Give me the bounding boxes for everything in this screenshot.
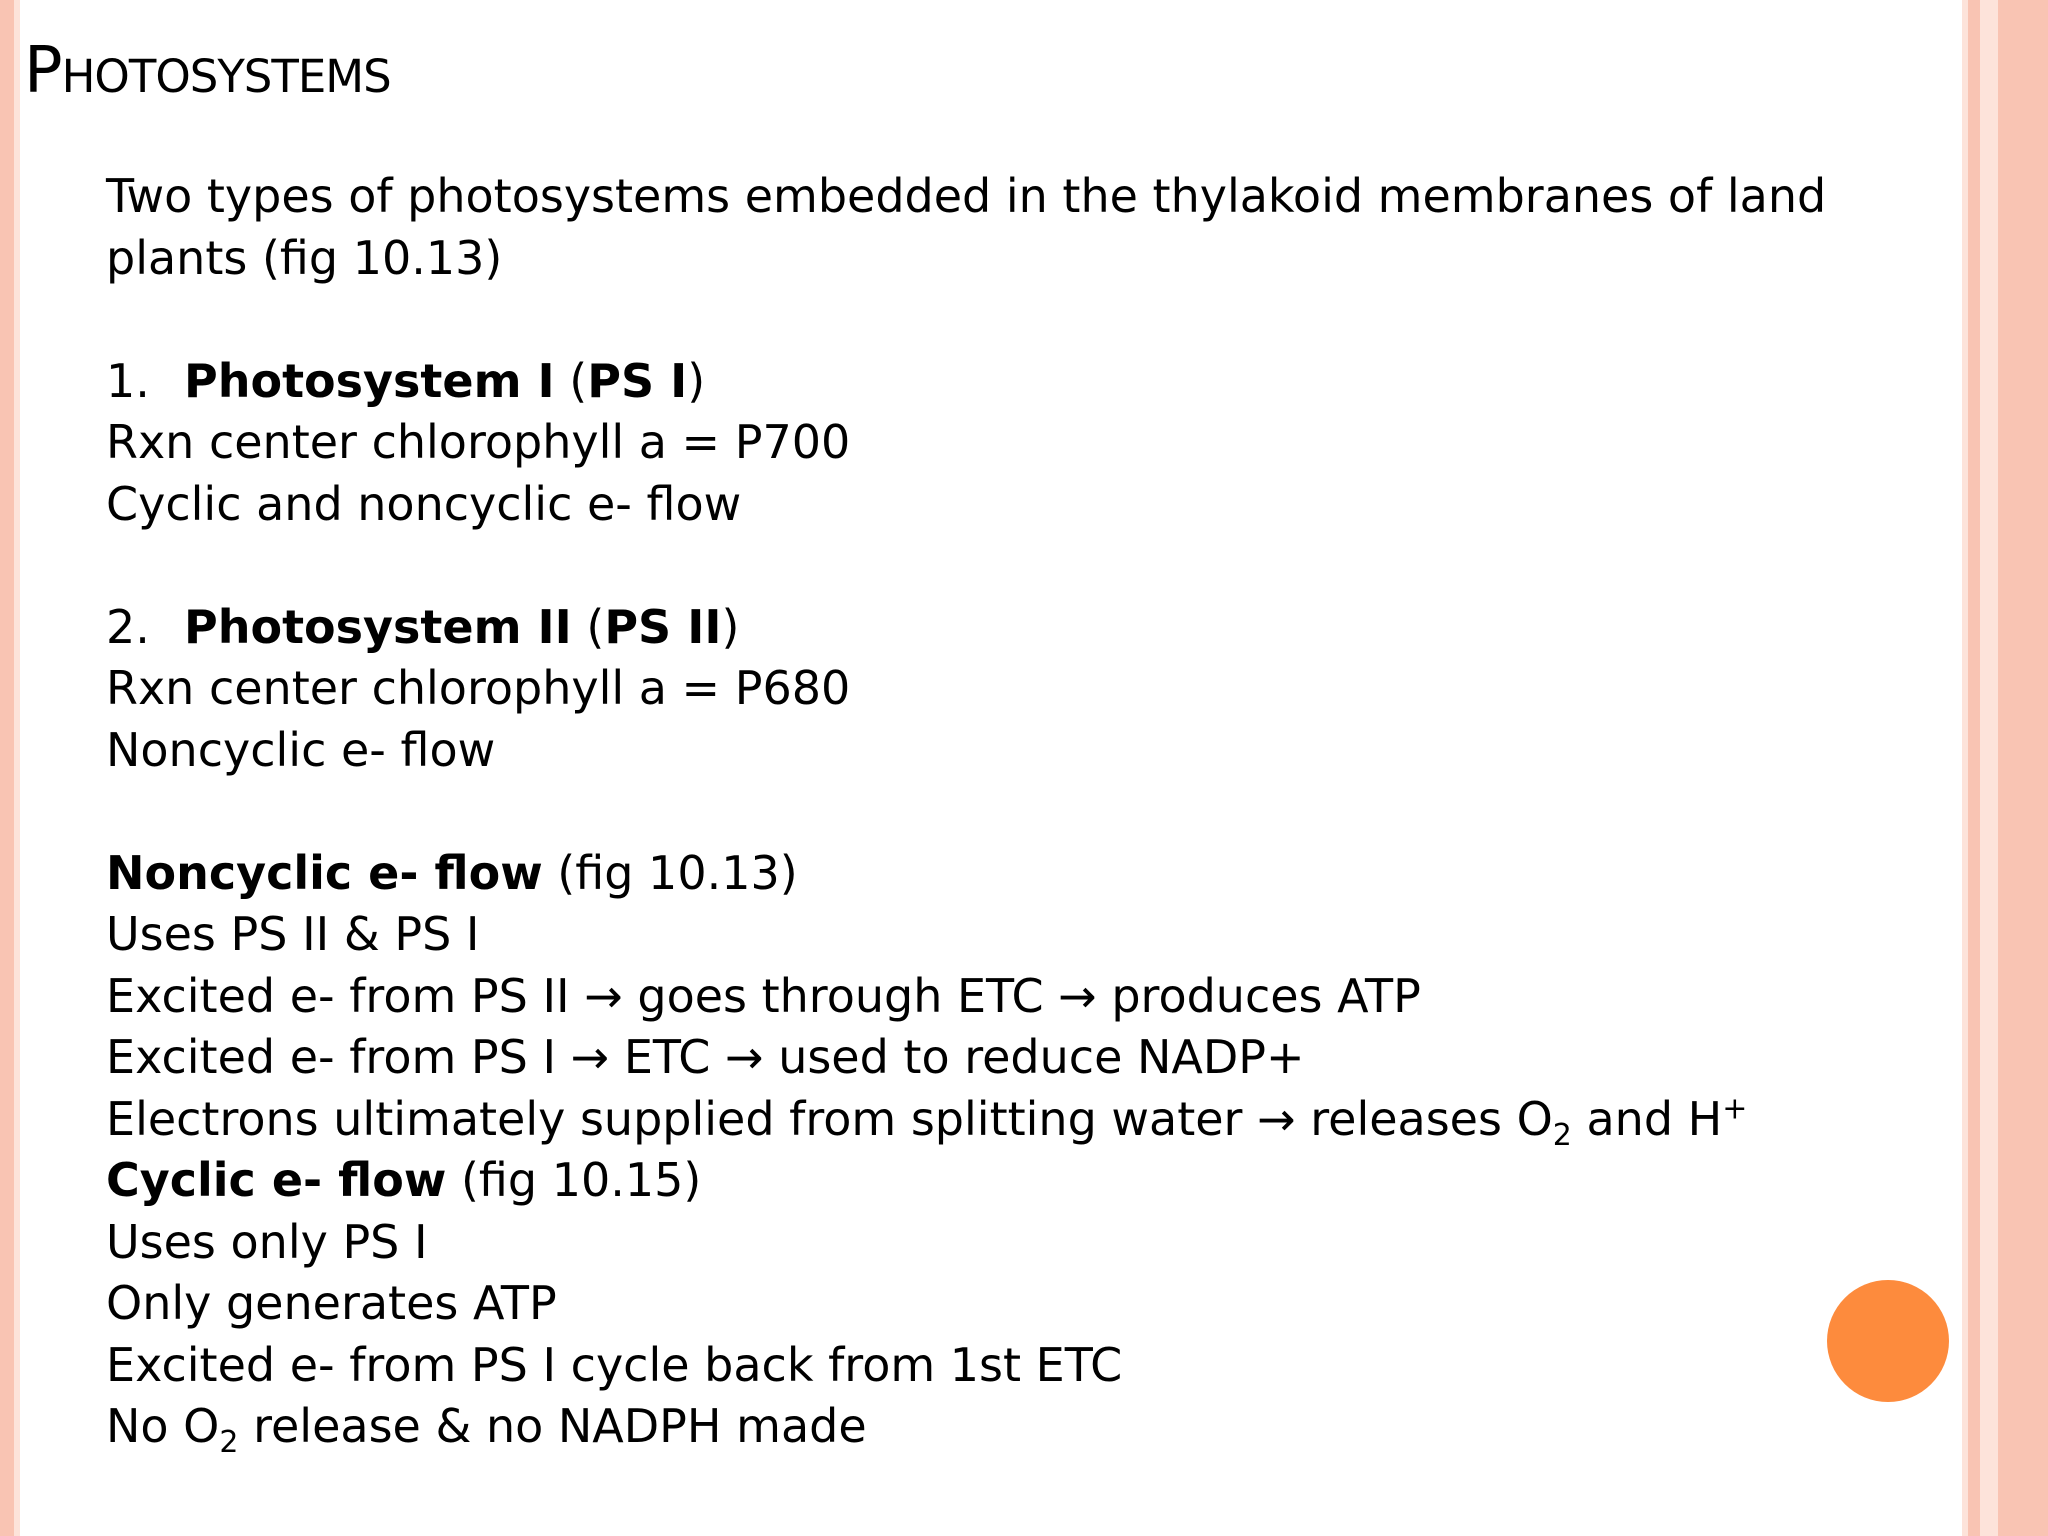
- cyclic-line-2: Only generates ATP: [106, 1276, 557, 1330]
- noncyclic-line-2: Excited e- from PS II → goes through ETC → produces ATP: [106, 968, 1421, 1023]
- noncyclic-line-1: Uses PS II & PS I: [106, 907, 480, 961]
- ps2-number: 2.: [106, 599, 150, 654]
- ps1-line-1: Rxn center chlorophyll a = P700: [106, 415, 851, 469]
- cyclic-heading: [106, 1150, 1846, 1212]
- orange-accent-dot: [1827, 1280, 1949, 1402]
- cyclic-line-3: Excited e- from PS I cycle back from 1st ETC: [106, 1337, 1123, 1392]
- o2-subscript: 2: [219, 1425, 239, 1461]
- o2-subscript: 2: [1552, 1117, 1572, 1153]
- noncyclic-figure-ref: (fig 10.13): [542, 845, 798, 900]
- spacer: [106, 781, 1846, 843]
- ps1-paren-close: ): [687, 353, 706, 408]
- water-line-text: Electrons ultimately supplied from splitting water → releases O: [106, 1091, 1553, 1146]
- ps2-name: Photosystem II: [184, 599, 572, 654]
- noncyclic-heading-text: Noncyclic e- flow: [106, 845, 543, 900]
- water-line-mid: and H: [1571, 1091, 1723, 1146]
- ps1-line-2: Cyclic and noncyclic e- flow: [106, 476, 742, 531]
- last-line-post: release & no NADPH made: [238, 1399, 867, 1453]
- cyclic-last-line: [106, 1396, 1846, 1461]
- ps2-line-2: Noncyclic e- flow: [106, 722, 496, 777]
- cyclic-figure-ref: (fig 10.15): [446, 1153, 702, 1207]
- ps1-heading: [106, 351, 1846, 413]
- ps1-name: Photosystem I: [184, 353, 555, 408]
- slide-title: Photosystems: [24, 34, 391, 108]
- right-border-stripe-4: [1998, 0, 2048, 1536]
- intro-line-2: plants (fig 10.13): [106, 230, 503, 285]
- ps1-number: 1.: [106, 353, 150, 408]
- noncyclic-water-line: [106, 1089, 1846, 1151]
- right-border-stripe-2: [1968, 0, 1980, 1536]
- cyclic-line-1: Uses only PS I: [106, 1214, 428, 1269]
- noncyclic-heading: [106, 843, 1846, 905]
- spacer: [106, 535, 1846, 597]
- ps1-abbr: PS I: [587, 353, 688, 408]
- slide-body: [106, 166, 1846, 1461]
- last-line-pre: No O: [106, 1399, 220, 1453]
- ps1-paren-open: (: [554, 353, 588, 408]
- ps2-abbr: PS II: [604, 599, 722, 654]
- right-border-stripe-3: [1980, 0, 1998, 1536]
- ps2-paren-close: ): [721, 599, 740, 654]
- ps2-line-1: Rxn center chlorophyll a = P680: [106, 661, 851, 715]
- noncyclic-line-3: Excited e- from PS I → ETC → used to reduce NADP+: [106, 1030, 1305, 1084]
- spacer: [106, 289, 1846, 351]
- cyclic-heading-text: Cyclic e- flow: [106, 1153, 447, 1207]
- h-superscript: +: [1722, 1091, 1748, 1127]
- ps2-paren-open: (: [571, 599, 605, 654]
- intro-line-1: Two types of photosystems embedded in the thylakoid membranes of land: [106, 169, 1827, 223]
- left-border-stripe: [0, 0, 14, 1536]
- left-border-stripe-light: [14, 0, 20, 1536]
- ps2-heading: [106, 597, 1846, 659]
